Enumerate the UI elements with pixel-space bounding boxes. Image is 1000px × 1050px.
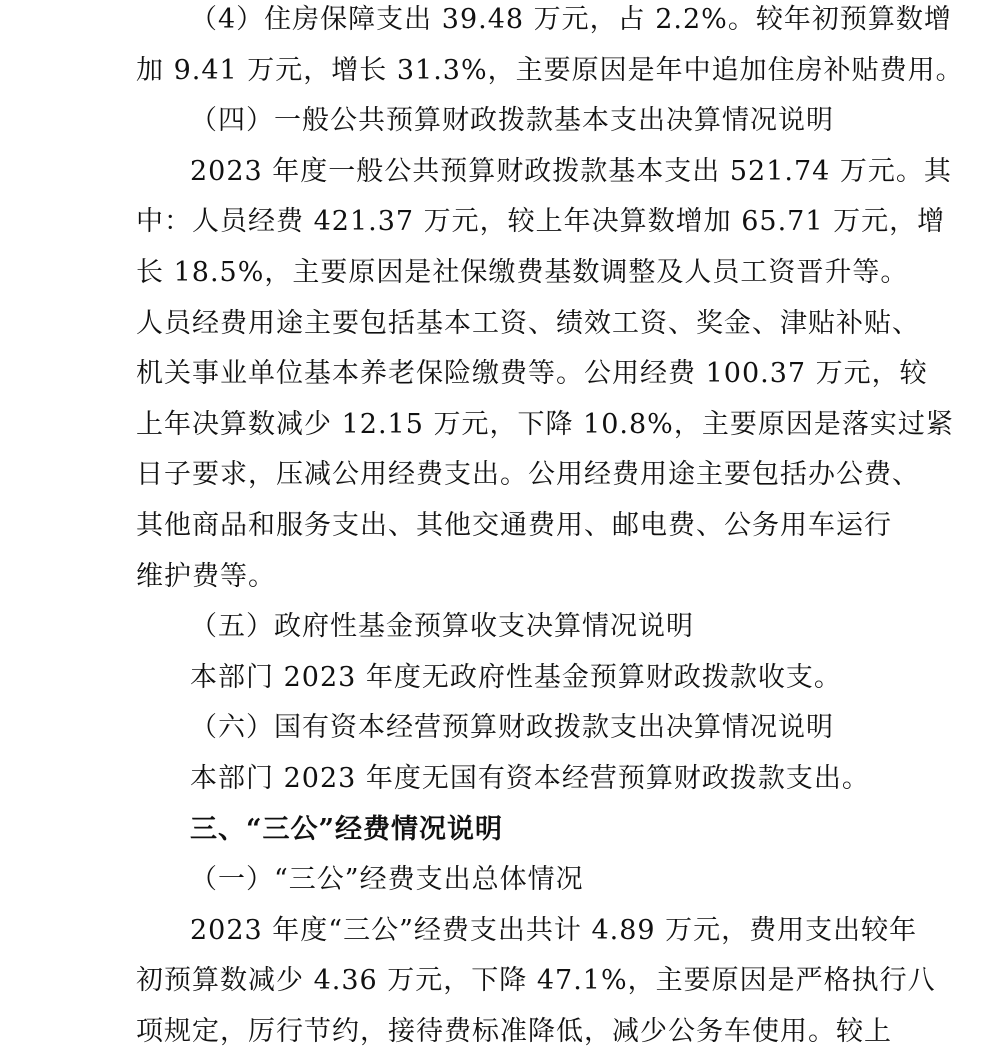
text-line: 长 18.5%，主要原因是社保缴费基数调整及人员工资晋升等。 <box>136 257 909 288</box>
text-line: 其他商品和服务支出、其他交通费用、邮电费、公务用车运行 <box>136 510 892 541</box>
text-line: 2023 年度“三公”经费支出共计 4.89 万元，费用支出较年 <box>190 914 918 946</box>
text-line: 人员经费用途主要包括基本工资、绩效工资、奖金、津贴补贴、 <box>136 307 920 339</box>
chapter-heading: 三、“三公”经费情况说明 <box>190 813 504 845</box>
text-line: 加 9.41 万元，增长 31.3%，主要原因是年中追加住房补贴费用。 <box>136 54 964 86</box>
section-heading: （四）一般公共预算财政拨款基本支出决算情况说明 <box>190 105 834 137</box>
text-line: 初预算数减少 4.36 万元，下降 47.1%，主要原因是严格执行八 <box>136 965 936 997</box>
section-heading: （一）“三公”经费支出总体情况 <box>190 864 584 896</box>
text-line: 中：人员经费 421.37 万元，较上年决算数增加 65.71 万元，增 <box>136 206 946 238</box>
section-heading: （五）政府性基金预算收支决算情况说明 <box>190 611 694 643</box>
text-line: 项规定，厉行节约，接待费标准降低，减少公务车使用。较上 <box>136 1016 892 1047</box>
text-line: 2023 年度一般公共预算财政拨款基本支出 521.74 万元。其 <box>190 155 952 187</box>
text-line: 上年决算数减少 12.15 万元，下降 10.8%，主要原因是落实过紧 <box>136 408 954 440</box>
text-line: （4）住房保障支出 39.48 万元，占 2.2%。较年初预算数增 <box>190 4 952 35</box>
section-heading: （六）国有资本经营预算财政拨款支出决算情况说明 <box>190 712 834 744</box>
text-line: 机关事业单位基本养老保险缴费等。公用经费 100.37 万元，较 <box>136 358 928 390</box>
text-line: 维护费等。 <box>136 560 276 592</box>
text-line: 日子要求，压减公用经费支出。公用经费用途主要包括办公费、 <box>136 459 920 491</box>
text-line: 本部门 2023 年度无政府性基金预算财政拨款收支。 <box>190 661 842 693</box>
text-line: 本部门 2023 年度无国有资本经营预算财政拨款支出。 <box>190 763 870 794</box>
